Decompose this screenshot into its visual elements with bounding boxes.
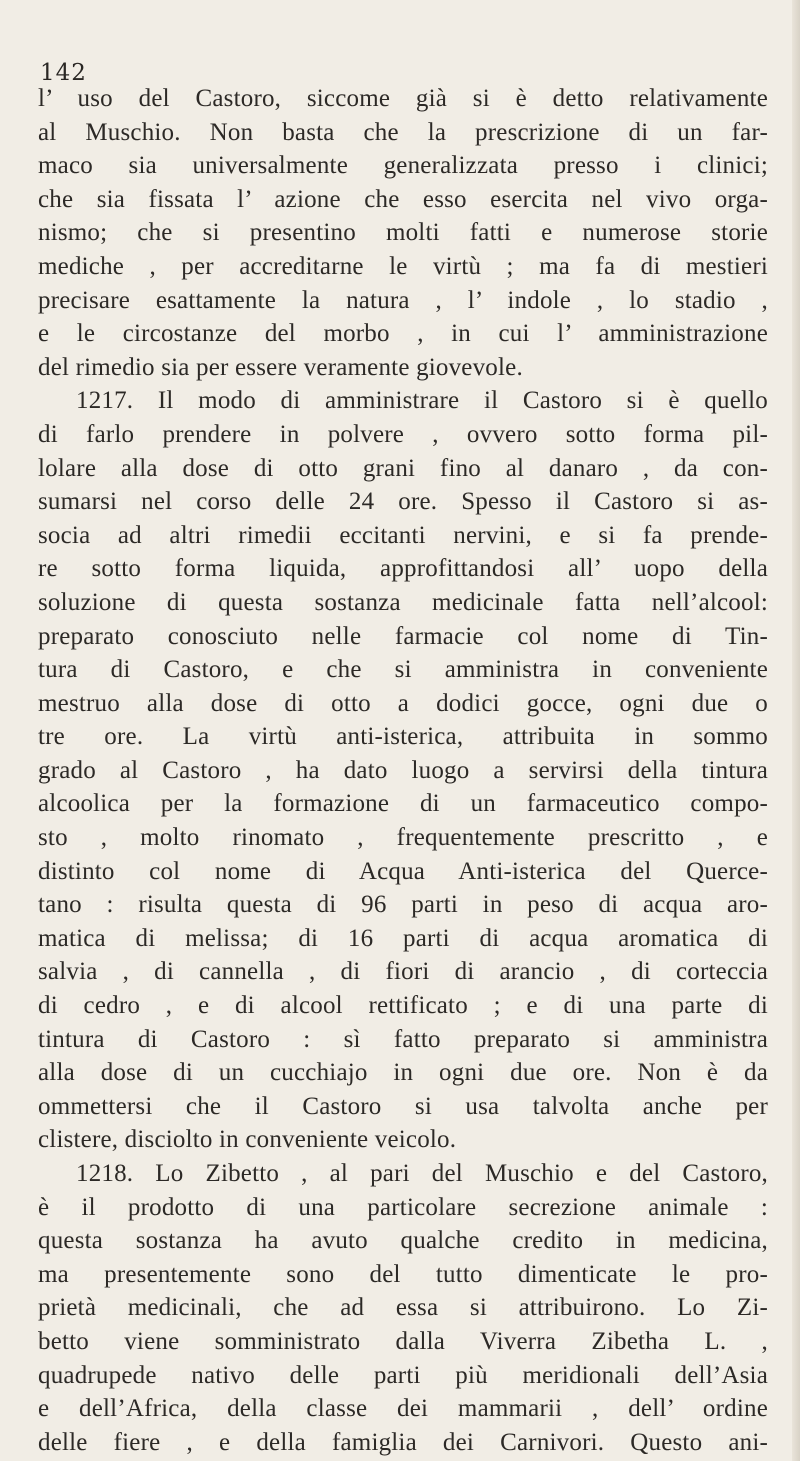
text-line: l’ uso del Castoro, siccome già si è detto relativamente bbox=[38, 85, 768, 112]
text-line: di farlo prendere in polvere , ovvero sotto forma pil- bbox=[38, 420, 768, 448]
text-line: delle fiere , e della famiglia dei Carnivori. Questo ani- bbox=[38, 1428, 768, 1456]
page-edge bbox=[792, 0, 800, 1461]
text-line: mestruo alla dose di otto a dodici gocce, ogni due o bbox=[38, 689, 768, 717]
text-line: è il prodotto di una particolare secrezione animale : bbox=[38, 1193, 768, 1221]
text-line: clistere, disciolto in conveniente veicolo. bbox=[38, 1126, 457, 1154]
body-text bbox=[38, 82, 768, 1459]
text-line: tre ore. La virtù anti-isterica, attribuita in sommo bbox=[38, 723, 768, 751]
text-line: di cedro , e di alcool rettificato ; e di una parte di bbox=[38, 992, 768, 1020]
text-line: alcoolica per la formazione di un farmaceutico compo- bbox=[38, 790, 768, 818]
text-line: preparato conosciuto nelle farmacie col nome di Tin- bbox=[38, 622, 768, 650]
text-line: ma presentemente sono del tutto dimenticate le pro- bbox=[38, 1260, 768, 1288]
text-line: lolare alla dose di otto grani fino al danaro , da con- bbox=[38, 454, 768, 482]
text-line: grado al Castoro , ha dato luogo a servirsi della tintura bbox=[38, 756, 768, 784]
text-line: tano : risulta questa di 96 parti in peso di acqua aro- bbox=[38, 891, 768, 919]
text-line: distinto col nome di Acqua Anti-isterica del Querce- bbox=[38, 857, 768, 885]
text-line: tura di Castoro, e che si amministra in conveniente bbox=[38, 656, 768, 684]
text-line: salvia , di cannella , di fiori di arancio , di corteccia bbox=[38, 958, 768, 986]
text-line: sto , molto rinomato , frequentemente prescritto , e bbox=[38, 824, 768, 852]
text-line: socia ad altri rimedii eccitanti nervini, e si fa prende- bbox=[38, 521, 768, 549]
text-line: maco sia universalmente generalizzata presso i clinici; bbox=[38, 152, 768, 180]
text-line: alla dose di un cucchiajo in ogni due ore. Non è da bbox=[38, 1059, 768, 1087]
text-line: 1217. Il modo di amministrare il Castoro si è quello bbox=[76, 387, 768, 415]
text-line: betto viene somministrato dalla Viverra Zibetha L. , bbox=[38, 1327, 768, 1355]
text-line: mediche , per accreditarne le virtù ; ma fa di mestieri bbox=[38, 252, 768, 280]
text-line: e dell’Africa, della classe dei mammarii , dell’ ordine bbox=[38, 1395, 768, 1423]
text-line: nismo; che si presentino molti fatti e numerose storie bbox=[38, 219, 768, 247]
text-line: questa sostanza ha avuto qualche credito in medicina, bbox=[38, 1227, 768, 1255]
text-line: e le circostanze del morbo , in cui l’ amministrazione bbox=[38, 320, 768, 348]
text-line: 1218. Lo Zibetto , al pari del Muschio e del Castoro, bbox=[76, 1160, 768, 1187]
text-line: soluzione di questa sostanza medicinale fatta nell’alcool: bbox=[38, 588, 768, 616]
text-line: sumarsi nel corso delle 24 ore. Spesso il Castoro si as- bbox=[38, 488, 768, 516]
text-line: matica di melissa; di 16 parti di acqua aromatica di bbox=[38, 924, 768, 952]
text-line: re sotto forma liquida, approfittandosi all’ uopo della bbox=[38, 555, 768, 583]
text-line: del rimedio sia per essere veramente giovevole. bbox=[38, 353, 523, 381]
text-line: ommettersi che il Castoro si usa talvolta anche per bbox=[38, 1092, 768, 1120]
text-line: tintura di Castoro : sì fatto preparato si amministra bbox=[38, 1025, 768, 1053]
text-line: che sia fissata l’ azione che esso esercita nel vivo orga- bbox=[38, 185, 768, 213]
text-line: quadrupede nativo delle parti più meridionali dell’Asia bbox=[38, 1361, 768, 1389]
text-line: precisare esattamente la natura , l’ indole , lo stadio , bbox=[38, 286, 768, 314]
text-line: al Muschio. Non basta che la prescrizione di un far- bbox=[38, 118, 768, 146]
text-line: prietà medicinali, che ad essa si attribuirono. Lo Zi- bbox=[38, 1294, 768, 1322]
page-number: 142 bbox=[40, 60, 87, 86]
